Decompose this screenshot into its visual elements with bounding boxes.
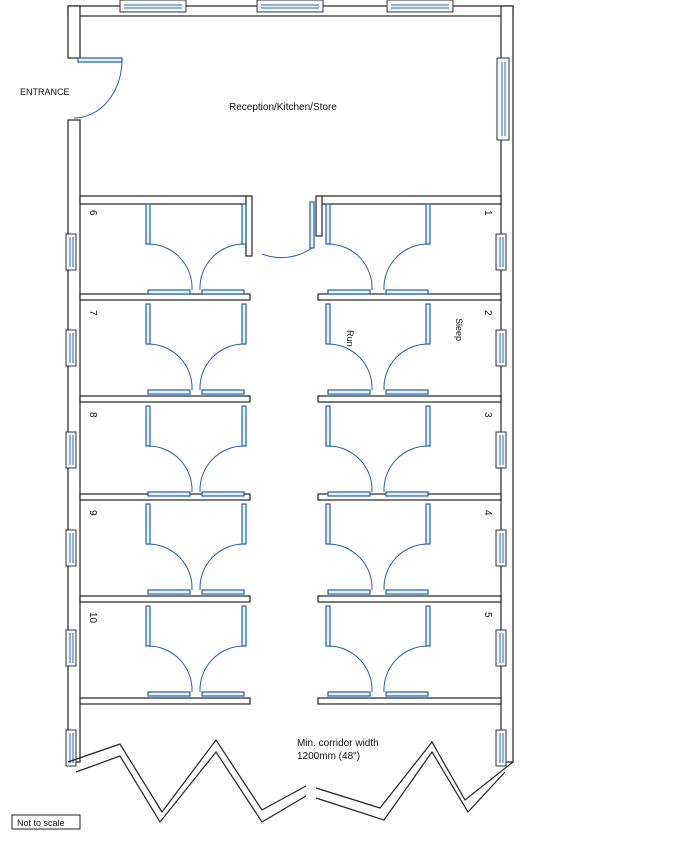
reception-label: Reception/Kitchen/Store xyxy=(229,102,337,113)
kennel-number: 10 xyxy=(87,612,98,624)
door-leaf xyxy=(426,204,430,244)
kennel-number: 9 xyxy=(87,510,98,516)
side-window-right xyxy=(496,730,506,766)
bottom-left-folding-doors-inner xyxy=(76,752,306,822)
door-leaf xyxy=(386,692,428,696)
kennel-number: 7 xyxy=(87,310,98,316)
door-leaf xyxy=(328,692,370,696)
kennel-divider-wall xyxy=(318,396,501,402)
door-swing xyxy=(148,646,192,692)
door-leaf xyxy=(328,290,370,294)
door-leaf xyxy=(386,492,428,496)
bottom-left-folding-doors xyxy=(68,740,306,812)
side-window-right xyxy=(496,630,506,666)
door-leaf xyxy=(426,406,430,446)
kennel-divider-wall xyxy=(80,698,250,704)
side-window-left xyxy=(66,530,76,566)
side-window-left xyxy=(66,330,76,366)
kennel xyxy=(326,606,493,696)
door-leaf xyxy=(386,390,428,394)
kennel-number: 8 xyxy=(87,412,98,418)
left-wall-upper xyxy=(68,6,80,58)
door-swing xyxy=(200,344,244,390)
door-leaf xyxy=(326,304,330,344)
door-leaf xyxy=(328,492,370,496)
not-to-scale-box xyxy=(12,815,80,829)
door-leaf xyxy=(426,606,430,646)
kennel xyxy=(87,304,246,394)
door-leaf xyxy=(146,406,150,446)
kennel xyxy=(87,204,246,294)
kennel-number: 3 xyxy=(482,412,493,418)
kennel xyxy=(87,606,246,696)
door-swing xyxy=(148,244,192,290)
door-leaf xyxy=(242,406,246,446)
corridor-width-line2: 1200mm (48") xyxy=(297,751,361,762)
door-leaf xyxy=(426,504,430,544)
door-leaf xyxy=(148,590,190,594)
kennel xyxy=(87,504,246,594)
window-top-3 xyxy=(387,0,453,12)
door-leaf xyxy=(202,692,244,696)
door-swing xyxy=(384,344,428,390)
door-leaf xyxy=(202,290,244,294)
kennel-divider-wall xyxy=(80,396,250,402)
door-leaf xyxy=(242,204,246,244)
door-swing xyxy=(384,244,428,290)
entrance-door xyxy=(74,58,122,118)
run-label: Run xyxy=(345,330,355,347)
side-window-left xyxy=(66,630,76,666)
door-leaf xyxy=(326,204,330,244)
entrance-label: ENTRANCE xyxy=(20,87,70,97)
door-swing xyxy=(148,544,192,590)
kennel-divider-wall xyxy=(318,698,501,704)
door-leaf xyxy=(242,504,246,544)
door-swing xyxy=(148,446,192,492)
kennel-number: 1 xyxy=(482,210,493,216)
door-swing xyxy=(384,446,428,492)
door-leaf xyxy=(146,304,150,344)
door-leaf xyxy=(328,590,370,594)
corridor-width-line1: Min. corridor width xyxy=(297,738,379,749)
door-leaf xyxy=(146,504,150,544)
door-leaf xyxy=(202,390,244,394)
side-window-right xyxy=(496,432,506,468)
kennel xyxy=(326,406,493,496)
bottom-right-folding-doors-inner xyxy=(316,752,505,820)
kennel-divider-wall xyxy=(318,294,501,300)
kennel xyxy=(326,304,493,394)
door-leaf xyxy=(146,606,150,646)
side-window-left xyxy=(66,234,76,270)
door-leaf xyxy=(426,304,430,344)
side-window-right xyxy=(496,330,506,366)
door-leaf xyxy=(326,504,330,544)
bottom-doors xyxy=(68,740,513,822)
door-swing xyxy=(200,544,244,590)
kennel xyxy=(326,504,493,594)
door-leaf xyxy=(326,606,330,646)
door-leaf xyxy=(386,290,428,294)
kennels-right xyxy=(318,204,501,704)
door-leaf xyxy=(202,590,244,594)
door-swing xyxy=(328,344,372,390)
door-leaf xyxy=(202,492,244,496)
door-leaf xyxy=(326,406,330,446)
door-leaf xyxy=(148,290,190,294)
door-leaf xyxy=(148,492,190,496)
outer-walls xyxy=(68,6,513,762)
window-top-2 xyxy=(257,0,323,12)
door-swing xyxy=(328,646,372,692)
kennel-divider-wall xyxy=(80,294,250,300)
reception-window xyxy=(497,58,509,140)
sleep-label: Sleep xyxy=(454,318,464,342)
kennel-number: 2 xyxy=(482,310,493,316)
door-swing xyxy=(328,446,372,492)
kennel-number: 4 xyxy=(482,510,493,516)
door-leaf xyxy=(146,204,150,244)
door-swing xyxy=(384,646,428,692)
kennels-left xyxy=(80,204,250,704)
door-swing xyxy=(328,544,372,590)
window-top-1 xyxy=(120,0,186,12)
door-swing xyxy=(200,244,244,290)
door-leaf xyxy=(148,692,190,696)
top-windows xyxy=(120,0,453,12)
kennel-divider-wall xyxy=(318,596,501,602)
side-window-right xyxy=(496,234,506,270)
door-leaf xyxy=(148,390,190,394)
kennel xyxy=(87,406,246,496)
kennel-divider-wall xyxy=(80,596,250,602)
side-window-left xyxy=(66,432,76,468)
not-to-scale-label: Not to scale xyxy=(17,818,65,828)
door-leaf xyxy=(242,304,246,344)
kennel-number: 6 xyxy=(87,210,98,216)
door-swing xyxy=(148,344,192,390)
door-leaf xyxy=(386,590,428,594)
door-leaf xyxy=(328,390,370,394)
door-swing xyxy=(200,446,244,492)
door-swing xyxy=(200,646,244,692)
kennel xyxy=(326,204,493,294)
door-swing xyxy=(328,244,372,290)
door-swing xyxy=(384,544,428,590)
side-window-right xyxy=(496,530,506,566)
door-leaf xyxy=(242,606,246,646)
reception-divider xyxy=(80,196,501,258)
kennel-number: 5 xyxy=(482,612,493,618)
